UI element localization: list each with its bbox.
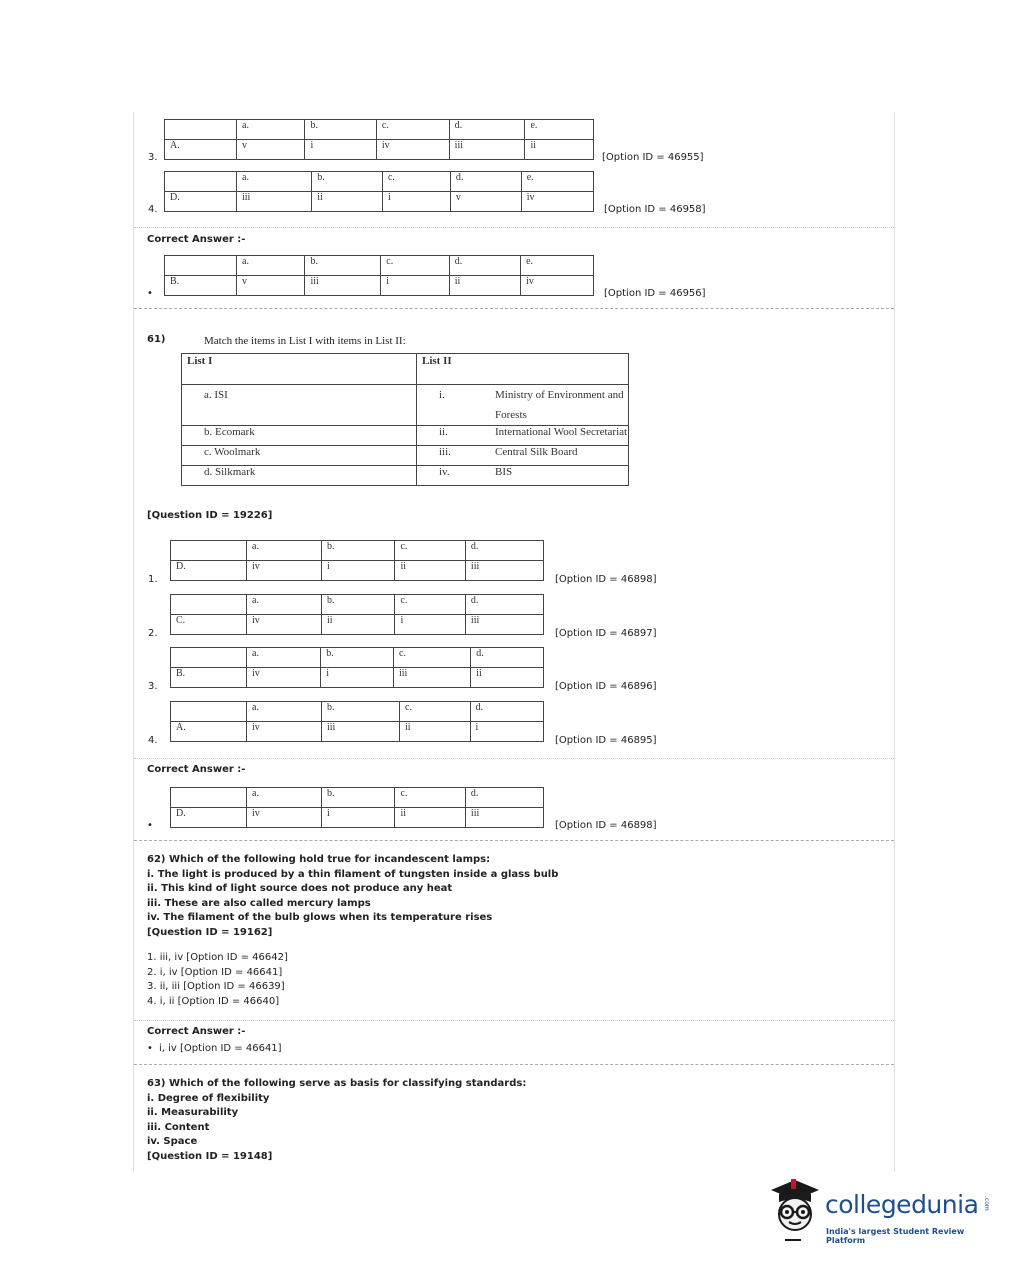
correct-answer-table: a. b. c. d. D. iv i ii iii xyxy=(170,787,544,828)
bullet-icon: • xyxy=(147,288,153,299)
option-id: [Option ID = 46895] xyxy=(555,735,657,746)
option-number: 3. xyxy=(148,152,158,163)
divider xyxy=(134,1020,894,1021)
bullet-icon: • xyxy=(147,820,153,831)
options-list: 1. iii, iv [Option ID = 46642] 2. i, iv [Option ID = 46641] 3. ii, iii [Option ID = 46639] 4. i, ii [Option ID = 46640] xyxy=(147,952,288,1007)
question-separator xyxy=(134,840,894,841)
question-block: 62) Which of the following hold true for incandescent lamps: i. The light is produced by a thin filament of tungsten inside a glass bulb ii. This kind of light source does not produce any heat iii. These are also called mercury lamps iv. The filament of the bulb glows when its temperature rises [Question ID = 19162] xyxy=(147,854,559,938)
question-number: 61) xyxy=(147,334,166,345)
option-table: a. b. c. d. A. iv iii ii i xyxy=(170,701,544,742)
question-text: Match the items in List I with items in List II: xyxy=(204,335,406,347)
option-table: a. b. c. d. B. iv i iii ii xyxy=(170,647,544,688)
option-number: 1. xyxy=(148,574,158,585)
divider xyxy=(134,758,894,759)
option-number: 2. xyxy=(148,628,158,639)
collegedunia-logo xyxy=(765,1176,1005,1248)
option-id: [Option ID = 46898] xyxy=(555,820,657,831)
option-id: [Option ID = 46955] xyxy=(602,152,704,163)
option-id: [Option ID = 46958] xyxy=(604,204,706,215)
correct-answer: i, iv [Option ID = 46641] xyxy=(159,1043,282,1054)
correct-answer-label: Correct Answer :- xyxy=(147,234,246,245)
divider xyxy=(134,227,894,228)
question-separator xyxy=(134,1064,894,1065)
option-table: a. b. c. d. e. A. v i iv iii ii xyxy=(164,119,594,160)
header-a: a. xyxy=(237,120,305,140)
logo-wordmark: collegedunia xyxy=(825,1190,979,1219)
option-table: a. b. c. d. e. D. iii ii i v iv xyxy=(164,171,594,212)
option-id: [Option ID = 46956] xyxy=(604,288,706,299)
question-separator xyxy=(134,308,894,309)
mascot-icon xyxy=(765,1176,823,1246)
question-block: 63) Which of the following serve as basis for classifying standards: i. Degree of flexibility ii. Measurability iii. Content iv. Space [Question ID = 19148] xyxy=(147,1078,527,1162)
correct-answer-label: Correct Answer :- xyxy=(147,1026,246,1037)
page xyxy=(133,112,895,1172)
option-number: 4. xyxy=(148,735,158,746)
option-number: 3. xyxy=(148,681,158,692)
bullet-icon: • xyxy=(147,1043,153,1054)
option-id: [Option ID = 46896] xyxy=(555,681,657,692)
option-table: a. b. c. d. D. iv i ii iii xyxy=(170,540,544,581)
option-id: [Option ID = 46897] xyxy=(555,628,657,639)
correct-answer-label: Correct Answer :- xyxy=(147,764,246,775)
question-id: [Question ID = 19226] xyxy=(147,510,273,521)
correct-answer-table: a. b. c. d. e. B. v iii i ii iv xyxy=(164,255,594,296)
option-number: 4. xyxy=(148,204,158,215)
option-table: a. b. c. d. C. iv ii i iii xyxy=(170,594,544,635)
match-table: List I List II a. ISI i. Ministry of Environment and Forests b. Ecomark ii. International Wool Secretariat c. Woolmark iii. Central Silk Board d. Silkmark iv. BIS xyxy=(181,353,629,486)
logo-tagline: India's largest Student Review Platform xyxy=(826,1227,965,1245)
logo-suffix: .com xyxy=(983,1196,990,1211)
option-id: [Option ID = 46898] xyxy=(555,574,657,585)
